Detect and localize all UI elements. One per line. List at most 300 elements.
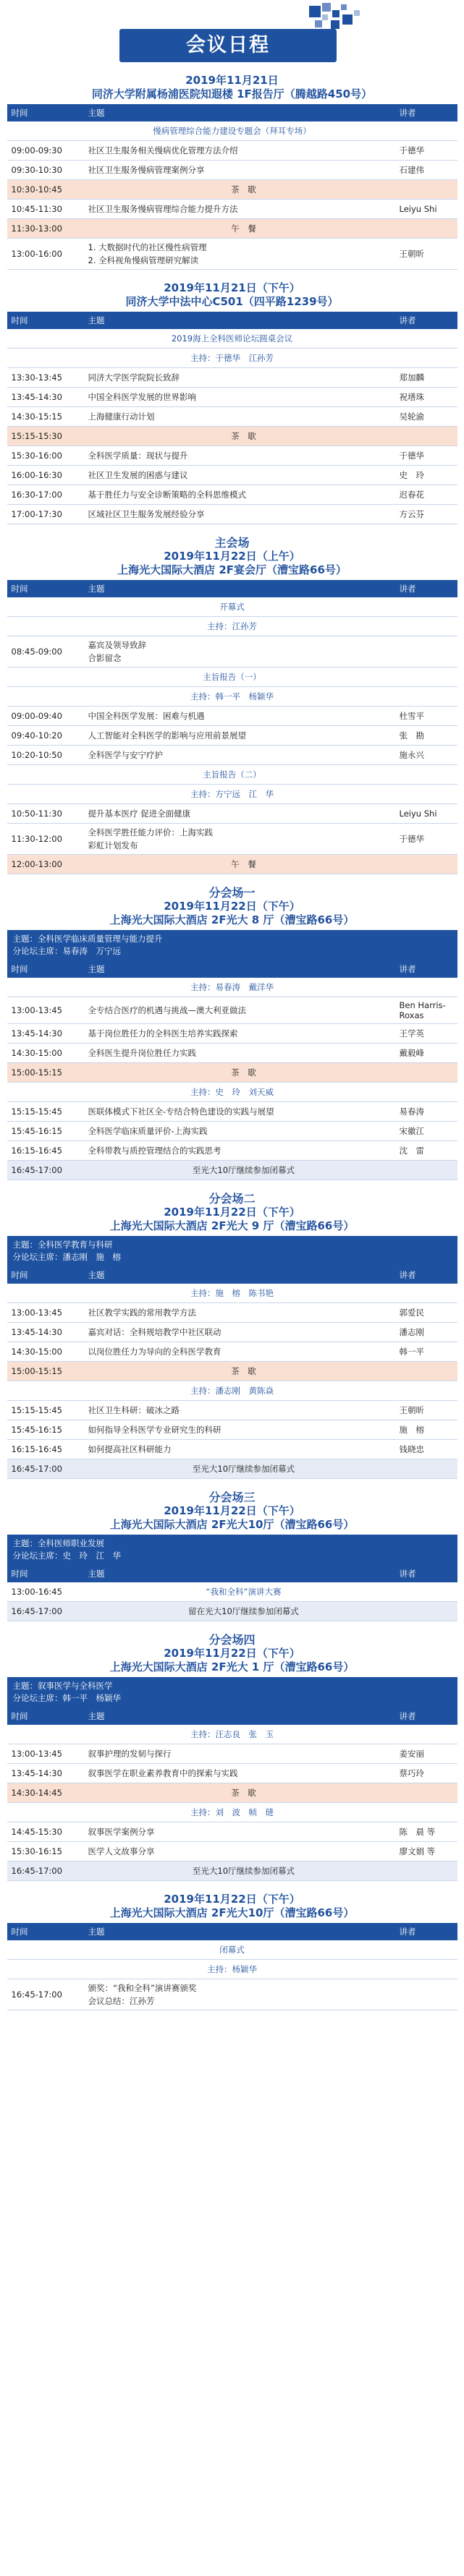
table-row	[7, 1744, 457, 1764]
section-7	[0, 1633, 464, 1881]
header-speaker: 讲者	[399, 1927, 416, 1937]
row-speaker: 王朝昕	[399, 1405, 424, 1415]
info-line: 分论坛主席：史 玲 江 华	[12, 1551, 121, 1561]
schedule-table	[7, 104, 457, 270]
row-label: 留在光大10厅继续参加闭幕式	[188, 1606, 299, 1616]
row-speaker: 姜安丽	[399, 1749, 424, 1759]
row-topic	[84, 1443, 400, 1456]
table-row	[7, 707, 457, 726]
header-time: 时间	[11, 1569, 28, 1579]
table-header	[7, 960, 457, 978]
row-topic	[84, 639, 400, 665]
row-speaker: 于德华	[399, 451, 424, 461]
table-row	[7, 1822, 457, 1842]
topic-line: 医学人文故事分享	[88, 1846, 155, 1856]
section-subheader	[7, 1284, 457, 1303]
section-title	[0, 1490, 464, 1532]
break-row	[7, 1063, 457, 1083]
session-name: 分会场二	[208, 1192, 256, 1206]
section-subheader	[7, 668, 457, 687]
row-label: 午 餐	[231, 223, 256, 234]
row-topic	[84, 144, 400, 157]
row-topic	[84, 163, 400, 176]
row-topic	[84, 469, 400, 482]
section-subheader	[7, 597, 457, 617]
row-topic	[84, 1825, 400, 1838]
row-speaker: 于德华	[399, 145, 424, 155]
closing-note-row	[7, 1602, 457, 1621]
header-topic: 主题	[88, 584, 105, 594]
row-time: 14:30-15:15	[11, 411, 62, 422]
row-time: 16:45-17:00	[11, 1165, 62, 1175]
row-time: 15:15-15:45	[11, 1405, 62, 1415]
header-time: 时间	[11, 315, 28, 325]
table-row	[7, 446, 457, 466]
table-row	[7, 726, 457, 746]
subheader-text: 主持：于德华 江孙芳	[190, 353, 274, 363]
schedule-table	[7, 1236, 457, 1479]
row-topic	[84, 1144, 400, 1157]
row-time: 11:30-12:00	[11, 834, 62, 844]
header-time: 时间	[11, 584, 28, 594]
row-speaker: 施永兴	[399, 750, 424, 760]
session-venue: 上海光大国际大酒店 2F光大10厅（漕宝路66号）	[109, 1518, 355, 1531]
table-row	[7, 1582, 457, 1602]
topic-line: 基于胜任力与安全诊断策略的全科思维模式	[88, 490, 246, 500]
topic-line: 叙事护理的发韧与探行	[88, 1749, 172, 1759]
row-speaker: 廖文娟 等	[399, 1846, 436, 1856]
row-speaker: 宋徽江	[399, 1126, 424, 1136]
row-label: 茶 歇	[231, 1366, 256, 1376]
row-time: 15:15-15:45	[11, 1106, 62, 1117]
row-speaker: Ben Harris-Roxas	[399, 1000, 446, 1020]
row-speaker: 沈 雷	[399, 1146, 424, 1156]
topic-line: 全科医学质量：现状与提升	[88, 451, 188, 461]
row-speaker: 戴毅峰	[399, 1048, 424, 1058]
row-time: 12:00-13:00	[11, 859, 62, 869]
row-label: 茶 歇	[231, 184, 256, 195]
row-topic	[84, 749, 400, 762]
row-time: 13:45-14:30	[11, 392, 62, 402]
header-speaker: 讲者	[399, 108, 416, 118]
header-topic: 主题	[88, 964, 105, 974]
topic-line: 上海健康行动计划	[88, 411, 155, 422]
table-row	[7, 141, 457, 161]
closing-note-row	[7, 1459, 457, 1479]
row-topic	[84, 1046, 400, 1059]
header-topic: 主题	[88, 1711, 105, 1721]
topic-line: 合影留念	[88, 653, 122, 663]
subheader-text: 慢病管理综合能力建设专题会（拜耳专场）	[153, 126, 311, 136]
header-topic: 主题	[88, 1569, 105, 1579]
row-time: 14:45-15:30	[11, 1827, 62, 1837]
row-speaker: 施 榕	[399, 1425, 424, 1435]
row-speaker: Leiyu Shi	[399, 204, 437, 214]
table-row	[7, 1979, 457, 2010]
topic-line: 人工智能对全科医学的影响与应用前景展望	[88, 730, 246, 741]
topic-line: 医联体模式下社区全-专结合特色建设的实践与展望	[88, 1106, 274, 1117]
session-venue: 上海光大国际大酒店 2F光大 9 厅（漕宝路66号）	[109, 1219, 355, 1232]
topic-line: 如何提高社区科研能力	[88, 1444, 172, 1454]
subheader-text: 主持：施 榕 陈书艳	[190, 1288, 274, 1298]
table-header	[7, 1565, 457, 1582]
table-row	[7, 1102, 457, 1122]
row-topic	[84, 449, 400, 462]
session-venue: 同济大学中法中心C501（四平路1239号）	[125, 295, 339, 308]
row-time: 09:30-10:30	[11, 165, 62, 175]
session-venue: 上海光大国际大酒店 2F光大 8 厅（漕宝路66号）	[109, 913, 355, 926]
section-title	[0, 1192, 464, 1233]
header-speaker: 讲者	[399, 1711, 416, 1721]
section-subheader	[7, 978, 457, 997]
row-time: 14:30-15:00	[11, 1048, 62, 1058]
row-label: 茶 歇	[231, 431, 256, 441]
info-line: 主题：全科医师职业发展	[12, 1538, 104, 1548]
section-title	[0, 281, 464, 309]
session-info	[7, 1677, 457, 1707]
row-time: 13:45-14:30	[11, 1768, 62, 1778]
row-topic	[84, 1326, 400, 1339]
subheader-text: 主持：韩一平 杨颖华	[190, 691, 274, 701]
schedule-table	[7, 1535, 457, 1621]
session-date: 2019年11月22日（下午）	[164, 1504, 300, 1517]
info-line: 分论坛主席：易春涛 万宁远	[12, 946, 121, 956]
section-subheader	[7, 349, 457, 368]
row-time: 15:45-16:15	[11, 1126, 62, 1136]
row-time: 10:30-10:45	[11, 184, 62, 195]
row-time: 10:20-10:50	[11, 750, 62, 760]
row-topic	[84, 1423, 400, 1436]
row-time: 16:45-17:00	[11, 1866, 62, 1876]
row-speaker: 方云芬	[399, 509, 424, 519]
info-line: 分论坛主席：潘志刚 施 榕	[12, 1252, 121, 1262]
topic-line: 嘉宾对话：全科规培教学中社区联动	[88, 1327, 222, 1337]
row-time: 16:00-16:30	[11, 470, 62, 480]
table-row	[7, 746, 457, 765]
section-subheader	[7, 1960, 457, 1979]
row-time: 15:15-15:30	[11, 431, 62, 441]
row-topic	[84, 1585, 400, 1598]
subheader-text: 主持：易春涛 戴洋华	[190, 982, 274, 992]
topic-line: 全科医生提升岗位胜任力实践	[88, 1048, 196, 1058]
row-topic	[84, 410, 400, 423]
topic-line: 中国全科医学发展的世界影响	[88, 392, 196, 402]
row-label: 茶 歇	[231, 1067, 256, 1078]
row-topic	[84, 1845, 400, 1858]
info-line: 分论坛主席：韩一平 杨颖华	[12, 1693, 121, 1703]
topic-line: 中国全科医学发展：困难与机遇	[88, 711, 205, 721]
header-time: 时间	[11, 1270, 28, 1280]
topic-line: 以岗位胜任力为导向的全科医学教育	[88, 1347, 222, 1357]
row-time: 09:00-09:30	[11, 145, 62, 155]
row-topic	[84, 488, 400, 501]
table-row	[7, 485, 457, 505]
section-subheader	[7, 687, 457, 707]
session-date: 2019年11月21日（下午）	[164, 281, 300, 294]
row-speaker: 钱晓忠	[399, 1444, 424, 1454]
table-row	[7, 1401, 457, 1420]
session-date: 2019年11月22日（下午）	[164, 1206, 300, 1219]
schedule-table	[7, 1923, 457, 2010]
section-title	[0, 536, 464, 577]
row-label: 至光大10厅继续参加闭幕式	[192, 1866, 295, 1876]
table-row	[7, 1024, 457, 1044]
header-speaker: 讲者	[399, 964, 416, 974]
section-subheader	[7, 1803, 457, 1822]
row-speaker: 郑加麟	[399, 372, 424, 383]
info-line: 主题：全科医学临床质量管理与能力提升	[12, 934, 163, 944]
subheader-text: 主持：杨颖华	[207, 1964, 257, 1974]
table-row	[7, 1323, 457, 1342]
row-speaker: Leiyu Shi	[399, 809, 437, 819]
section-title	[0, 1633, 464, 1674]
session-date: 2019年11月22日（下午）	[164, 1893, 300, 1906]
subheader-text: 闭幕式	[219, 1945, 245, 1955]
row-topic	[84, 729, 400, 742]
row-time: 10:50-11:30	[11, 809, 62, 819]
table-header	[7, 104, 457, 121]
row-speaker: 王朝昕	[399, 249, 424, 259]
table-row	[7, 407, 457, 427]
row-topic	[84, 1404, 400, 1417]
table-row	[7, 804, 457, 824]
topic-line: 叙事医学案例分享	[88, 1827, 155, 1837]
row-topic	[84, 1004, 400, 1017]
subheader-text: 主旨报告（一）	[203, 672, 261, 682]
row-topic	[84, 371, 400, 384]
header-speaker: 讲者	[399, 1569, 416, 1579]
header-time: 时间	[11, 964, 28, 974]
topic-line: 社区卫生服务慢病管理案例分享	[88, 165, 205, 175]
table-row	[7, 466, 457, 485]
row-time: 16:45-17:00	[11, 1606, 62, 1616]
header-speaker: 讲者	[399, 315, 416, 325]
row-speaker: 于德华	[399, 834, 424, 844]
schedule-table	[7, 580, 457, 874]
row-speaker: 迟春花	[399, 490, 424, 500]
topic-line: 社区卫生科研：破冰之路	[88, 1405, 180, 1415]
row-label: 至光大10厅继续参加闭幕式	[192, 1165, 295, 1175]
row-topic	[84, 709, 400, 722]
row-topic	[84, 1027, 400, 1040]
topic-line: 全科带教与质控管理结合的实践思考	[88, 1146, 222, 1156]
schedule-table	[7, 312, 457, 524]
row-time: 16:30-17:00	[11, 490, 62, 500]
row-speaker: 史 玲	[399, 470, 424, 480]
header-time: 时间	[11, 1711, 28, 1721]
subheader-text: 主持：史 玲 刘天威	[190, 1087, 274, 1097]
section-4	[0, 886, 464, 1180]
table-row	[7, 161, 457, 180]
row-speaker: 潘志刚	[399, 1327, 424, 1337]
section-subheader	[7, 329, 457, 349]
session-date: 2019年11月21日	[185, 74, 279, 87]
break-row	[7, 855, 457, 874]
row-time: 15:00-15:15	[11, 1366, 62, 1376]
row-label: 午 餐	[231, 859, 256, 869]
table-header	[7, 312, 457, 329]
row-time: 13:00-13:45	[11, 1005, 62, 1015]
break-row	[7, 1783, 457, 1803]
row-speaker: 易春涛	[399, 1106, 424, 1117]
table-row	[7, 1141, 457, 1161]
section-5	[0, 1192, 464, 1479]
row-topic	[84, 508, 400, 521]
row-time: 15:00-15:15	[11, 1067, 62, 1078]
section-subheader	[7, 765, 457, 785]
section-8	[0, 1893, 464, 2010]
topic-line: 颁奖：“我和全科”演讲赛颁奖	[88, 1983, 197, 1993]
row-time: 11:30-13:00	[11, 223, 62, 234]
row-speaker: 祝墡珠	[399, 392, 424, 402]
header-topic: 主题	[88, 1927, 105, 1937]
subheader-text: 主持：方宁远 江 华	[190, 789, 274, 799]
row-topic	[84, 1767, 400, 1780]
table-row	[7, 1303, 457, 1323]
break-row	[7, 1362, 457, 1381]
section-subheader	[7, 1381, 457, 1401]
topic-line: 如何指导全科医学专业研究生的科研	[88, 1425, 222, 1435]
topic-line: 社区教学实践的常用教学方法	[88, 1308, 196, 1318]
subheader-text: 开幕式	[219, 602, 245, 612]
header-time: 时间	[11, 1927, 28, 1937]
topic-line: 社区卫生服务慢病管理综合能力提升方法	[88, 204, 238, 214]
banner	[0, 0, 464, 62]
subheader-text: 主持：刘 波 帧 琎	[190, 1807, 274, 1817]
section-1	[0, 74, 464, 270]
topic-line: 全科医学与安宁疗护	[88, 750, 163, 760]
row-time: 17:00-17:30	[11, 509, 62, 519]
topic-line: 全科医学临床质量评价-上海实践	[88, 1126, 208, 1136]
row-topic	[84, 1306, 400, 1319]
row-time: 16:45-17:00	[11, 1989, 62, 2000]
table-row	[7, 505, 457, 524]
header-topic: 主题	[88, 108, 105, 118]
row-time: 16:15-16:45	[11, 1146, 62, 1156]
session-venue: 上海光大国际大酒店 2F光大10厅（漕宝路66号）	[109, 1906, 355, 1919]
section-subheader	[7, 121, 457, 141]
session-name: 主会场	[214, 536, 250, 550]
row-topic	[84, 1747, 400, 1760]
session-venue: 上海光大国际大酒店 2F光大 1 厅（漕宝路66号）	[109, 1660, 355, 1673]
session-info	[7, 1535, 457, 1565]
schedule-table	[7, 930, 457, 1180]
closing-note-row	[7, 1161, 457, 1180]
topic-line: 1. 大数据时代的社区慢性病管理	[88, 242, 207, 252]
row-speaker: 王学英	[399, 1028, 424, 1038]
row-speaker: 石建伟	[399, 165, 424, 175]
section-subheader	[7, 617, 457, 636]
row-topic	[84, 241, 400, 267]
row-time: 14:30-14:45	[11, 1788, 62, 1798]
table-row	[7, 1842, 457, 1861]
topic-line: 全专结合医疗的机遇与挑战—澳大利亚做法	[88, 1005, 246, 1015]
row-time: 13:00-13:45	[11, 1308, 62, 1318]
row-topic	[84, 202, 400, 216]
topic-line: 全科医学胜任能力评价：上海实践	[88, 827, 213, 837]
section-subheader	[7, 1725, 457, 1744]
table-row	[7, 1440, 457, 1459]
table-row	[7, 368, 457, 388]
row-time: 15:30-16:00	[11, 451, 62, 461]
table-row	[7, 1420, 457, 1440]
table-row	[7, 997, 457, 1024]
session-date: 2019年11月22日（上午）	[164, 550, 300, 563]
row-time: 13:45-14:30	[11, 1028, 62, 1038]
row-time: 13:00-16:45	[11, 1587, 62, 1597]
session-date: 2019年11月22日（下午）	[164, 1647, 300, 1660]
table-row	[7, 388, 457, 407]
topic-line: 社区卫生发展的困惑与建议	[88, 470, 188, 480]
header-time: 时间	[11, 108, 28, 118]
topic-line: 区域社区卫生服务发展经验分享	[88, 509, 205, 519]
table-header	[7, 580, 457, 597]
row-label: 至光大10厅继续参加闭幕式	[192, 1464, 295, 1474]
table-row	[7, 824, 457, 855]
table-row	[7, 1764, 457, 1783]
row-topic	[84, 1982, 400, 2008]
section-subheader	[7, 1940, 457, 1960]
row-speaker: 张 勘	[399, 730, 424, 741]
row-topic	[84, 1105, 400, 1118]
row-time: 08:45-09:00	[11, 647, 62, 657]
section-title	[0, 74, 464, 101]
topic-line: 会议总结：江孙芳	[88, 1996, 155, 2006]
break-row	[7, 219, 457, 239]
section-subheader	[7, 785, 457, 804]
topic-line: 同济大学医学院院长致辞	[88, 372, 180, 383]
session-date: 2019年11月22日（下午）	[164, 900, 300, 913]
table-row	[7, 1122, 457, 1141]
subheader-text: 主旨报告（二）	[203, 769, 261, 780]
row-time: 16:15-16:45	[11, 1444, 62, 1454]
session-name: 分会场四	[208, 1633, 256, 1647]
section-title	[0, 1893, 464, 1920]
row-time: 13:00-16:00	[11, 249, 62, 259]
section-subheader	[7, 1083, 457, 1102]
topic-line: 社区卫生服务相关慢病优化管理方法介绍	[88, 145, 238, 155]
closing-note-row	[7, 1861, 457, 1881]
subheader-text: 主持：江孙芳	[207, 621, 257, 631]
header-topic: 主题	[88, 315, 105, 325]
row-speaker: 韩一平	[399, 1347, 424, 1357]
break-row	[7, 180, 457, 200]
table-row	[7, 200, 457, 219]
topic-line: 彩虹计划发布	[88, 840, 138, 850]
header-topic: 主题	[88, 1270, 105, 1280]
row-time: 10:45-11:30	[11, 204, 62, 214]
info-line: 主题：全科医学教育与科研	[12, 1240, 113, 1250]
topic-line: 2. 全科视角慢病管理研究解读	[88, 255, 199, 265]
header-speaker: 讲者	[399, 584, 416, 594]
row-label: 茶 歇	[231, 1788, 256, 1798]
row-time: 14:30-15:00	[11, 1347, 62, 1357]
row-time: 09:00-09:40	[11, 711, 62, 721]
session-venue: 上海光大国际大酒店 2F宴会厅（漕宝路66号）	[117, 563, 347, 576]
topic-line: 叙事医学在职业素养教育中的探索与实践	[88, 1768, 238, 1778]
table-header	[7, 1923, 457, 1940]
row-topic	[84, 1125, 400, 1138]
row-time: 13:00-13:45	[11, 1749, 62, 1759]
row-time: 09:40-10:20	[11, 730, 62, 741]
table-row	[7, 239, 457, 270]
session-venue: 同济大学附属杨浦医院知遐楼 1F报告厅（腾越路450号）	[91, 88, 373, 101]
banner-title: 会议日程	[186, 34, 270, 56]
row-time: 13:30-13:45	[11, 372, 62, 383]
info-line: 主题：叙事医学与全科医学	[12, 1681, 113, 1691]
row-time: 15:45-16:15	[11, 1425, 62, 1435]
row-speaker: 杜雪平	[399, 711, 424, 721]
